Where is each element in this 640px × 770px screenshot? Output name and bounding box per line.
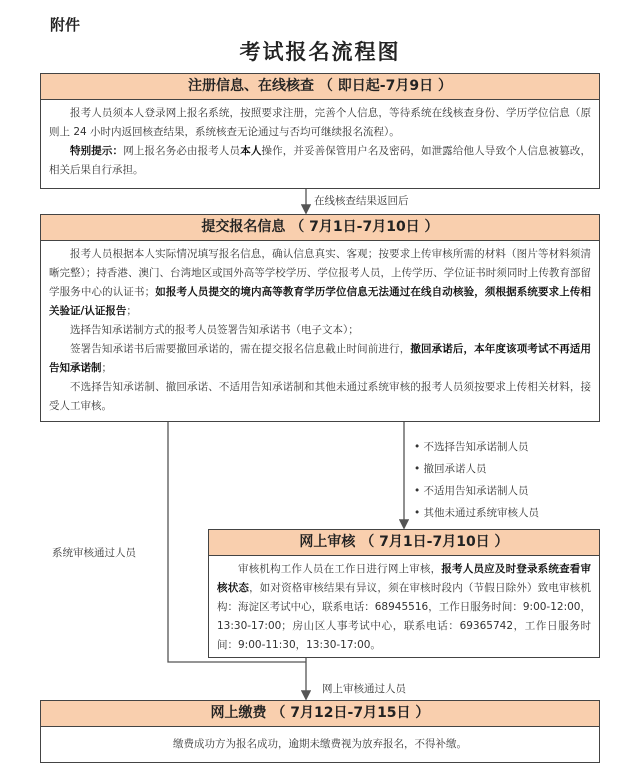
group-item: • 其他未通过系统审核人员 [414,502,539,524]
attachment-label: 附件 [50,16,81,34]
step1-body [40,100,600,189]
step3-header: 网上审核 （ 7月1日-7月10日 ） [208,529,600,556]
step1-notice [49,142,591,180]
notice-text-a: 网上报名务必由报考人员 [123,145,241,157]
group-item: • 不适用告知承诺制人员 [414,480,539,502]
step4-header: 网上缴费 （ 7月12日-7月15日 ） [40,700,600,727]
step4-body [40,727,600,763]
step2-paragraph-2: 选择告知承诺制方式的报考人员签署告知承诺书（电子文本）； [70,324,359,336]
bypass-label: 系统审核通过人员 [52,547,136,559]
group-item: • 撤回承诺人员 [414,458,539,480]
step2-p1b: 如报考人员提交的境内高等教育学历学位信息无法通过在线自动核验，须根据系统要求上传相关验证/认证报告 [49,286,592,317]
step3-p1b: 报考人员应及时登录系统查看审核状态 [217,563,591,594]
step2-paragraph-1 [49,245,591,321]
step2-paragraph-4: 不选择告知承诺制、撤回承诺、不适用告知承诺制和其他未通过系统审核的报考人员须按要求上传相关材料，接受人工审核。 [49,381,591,412]
document-title: 考试报名流程图 [239,40,401,64]
step3-paragraph [217,560,591,655]
step2-p3a: 签署告知承诺书后需要撤回承诺的，需在提交报名信息截止时间前进行， [70,343,411,355]
step2-p1a: 报考人员根据本人实际情况填写报名信息，确认信息真实、客观；按要求上传审核所需的材料（图片等材料须清晰完整）；持香港、澳门、台湾地区或国外高等学校学历、学位报考人员，上传学历、学位证书时须同时上传教育部留学服务中心的认证书； [49,248,591,298]
group-item: • 不选择告知承诺制人员 [414,436,539,458]
notice-label: 特别提示： [70,145,124,157]
step2-p3c: ； [101,362,112,374]
edge3-label: 网上审核通过人员 [322,683,406,695]
edge1-label: 在线核查结果返回后 [314,195,409,207]
manual-review-groups [414,436,539,524]
step3-p1a: 审核机构工作人员在工作日进行网上审核， [238,563,442,575]
step3-body [208,556,600,658]
step2-header: 提交报名信息 （ 7月1日-7月10日 ） [40,214,600,241]
notice-bold: 本人 [240,145,262,157]
step1-paragraph: 报考人员须本人登录网上报名系统，按照要求注册，完善个人信息，等待系统在线核查身份、学历学位信息（原则上 24 小时内返回核查结果，系统核查无论通过与否均可继续报名流程）。 [49,107,591,138]
step2-body [40,241,600,422]
notice-text-b: 操作，并妥善保管用户名及密码，如泄露给他人导致个人信息被篡改，相关后果自行承担。 [49,145,592,176]
step1-header: 注册信息、在线核查 （ 即日起-7月9日 ） [40,73,600,100]
step2-paragraph-3 [49,340,591,378]
step4-paragraph: 缴费成功方为报名成功，逾期未缴费视为放弃报名，不得补缴。 [173,738,467,750]
step2-p3b: 撤回承诺后，本年度该项考试不再适用告知承诺制 [49,343,592,374]
step3-p1c: ，如对资格审核结果有异议，须在审核时段内（节假日除外）致电审核机构：海淀区考试中心，联系电话：68945516，工作日服务时间：9:00-12:00，13:30-17:00；房山区人事考试中心，联系电话：69365742，工作日服务时间：9:00-11:30，13:30-17:00。 [217,582,592,651]
step2-p1c: ； [126,305,137,317]
